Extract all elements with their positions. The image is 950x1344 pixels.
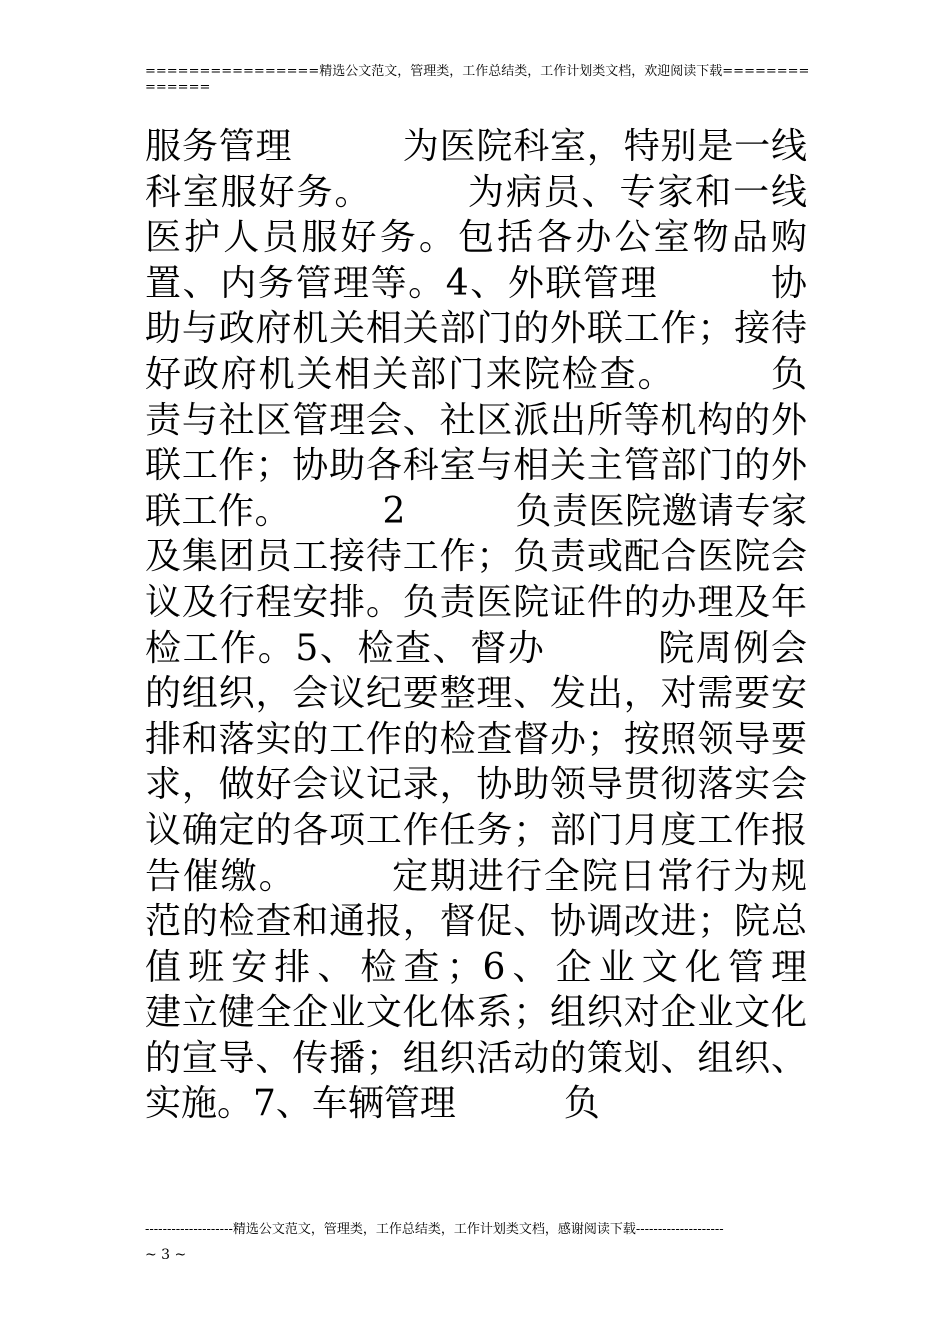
body-paragraph: 服务管理 为医院科室，特别是一线科室服好务。 为病员、专家和一线医护人员服好务。包括各办公室物品购置、内务管理等。4、外联管理 协助与政府机关相关部门的外联工作；接待好政府机关相关部门来院检查。 负责与社区管理会、社区派出所等机构的外联工作；协助各科室与相关主管部门的外联工作。 2 负责医院邀请专家及集团员工接待工作；负责或配合医院会议及行程安排。负责医院证件的办理及年检工作。5、检查、督办 院周例会的组织，会议纪要整理、发出，对需要安排和落实的工作的检查督办；按照领导要求，做好会议记录，协助领导贯彻落实会议确定的各项工作任务；部门月度工作报告催缴。 定期进行全院日常行为规范的检查和通报，督促、协调改进；院总值班安排、检查；6、企业文化管理 建立健全企业文化体系；组织对企业文化的宣导、传播；组织活动的策划、组织、实施。7、车辆管理 负 [145, 126, 916, 1125]
page-header: ================精选公文范文，管理类，工作总结类，工作计划类文档，欢迎阅读下载============== [145, 64, 810, 95]
page-number: ~ 3 ~ [145, 1247, 187, 1263]
page-footer: --------------------精选公文范文，管理类，工作总结类，工作计划类文档，感谢阅读下载-------------------- [145, 1222, 724, 1237]
